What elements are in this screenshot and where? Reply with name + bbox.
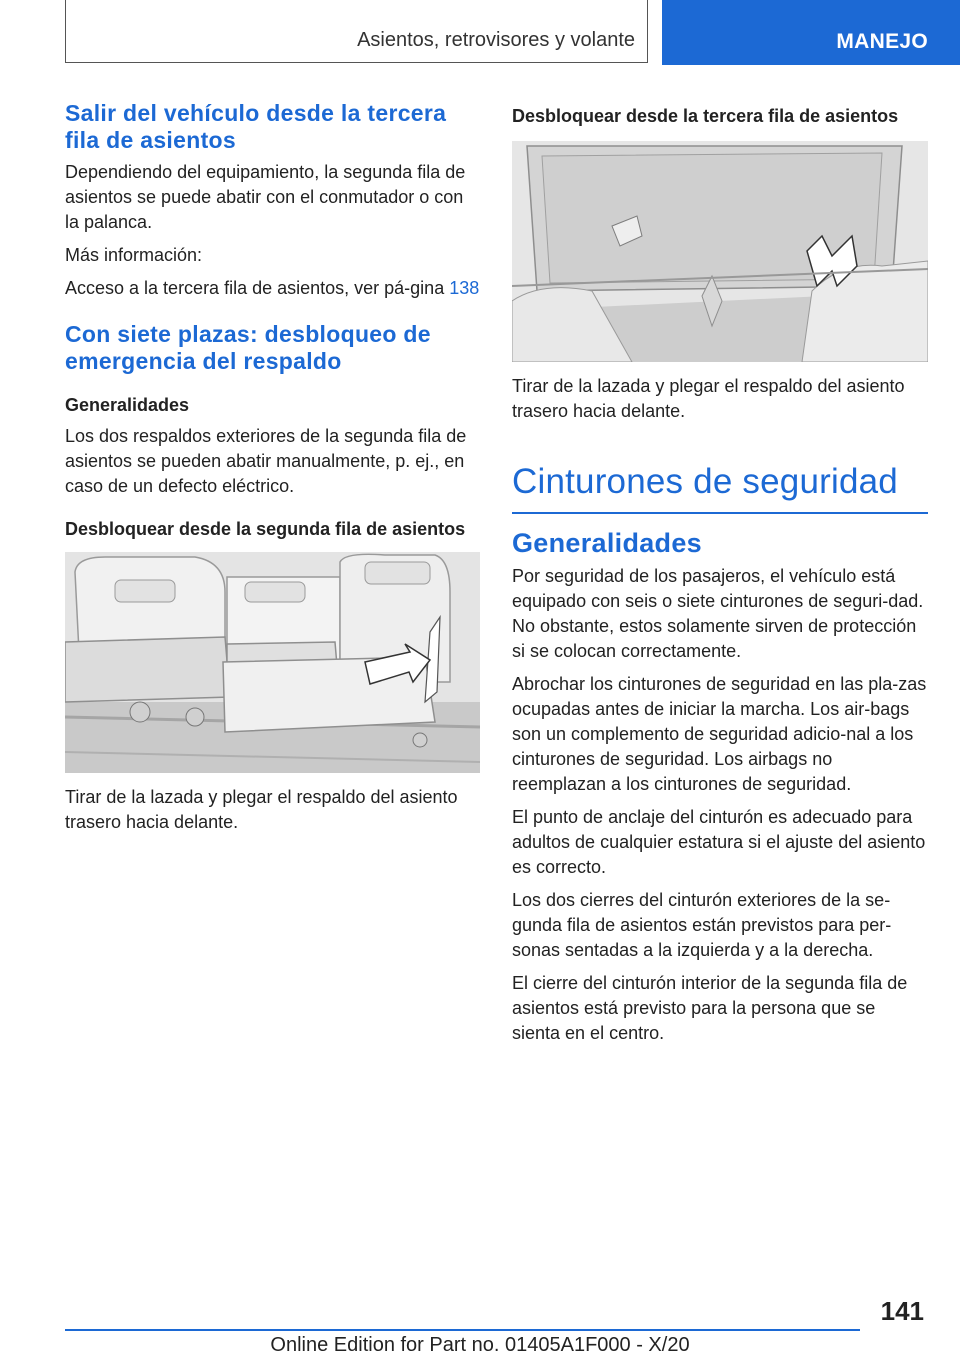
reference-text: Acceso a la tercera fila de asientos, ver pá-gina: [65, 278, 445, 298]
right-column: [512, 104, 928, 1054]
section-title: Asientos, retrovisores y volante: [357, 29, 635, 51]
heading-unlock-second-row: Desbloquear desde la segunda fila de asientos: [65, 519, 466, 539]
caption-second-row: Tirar de la lazada y plegar el respaldo del asiento trasero hacia delante.: [65, 787, 458, 832]
paragraph-seatbelt-1: Por seguridad de los pasajeros, el vehículo está equipado con seis o siete cinturones de seguri-dad. No obstante, estos solamente sirven de protección si se colocan correctamente.: [512, 565, 924, 661]
seat-illustration-svg-2: [512, 141, 928, 362]
title-rule: [512, 512, 928, 514]
heading-general: Generalidades: [65, 395, 190, 415]
heading-unlock-third-row: Desbloquear desde la tercera fila de asientos: [512, 106, 899, 126]
chapter-tab-label: MANEJO: [836, 30, 928, 53]
page-link[interactable]: 138: [449, 278, 480, 298]
second-row-seat-illustration: [65, 552, 480, 773]
paragraph-seatbelt-2: Abrochar los cinturones de seguridad en las pla-zas ocupadas antes de iniciar la marcha. Los air-bags son un complemento de seguridad adicio-nal a los cinturones de seguridad. Los airbags no reemplazan a los cinturones de seguridad.: [512, 673, 927, 794]
header-box: [65, 0, 648, 63]
paragraph-reference: [65, 276, 480, 301]
paragraph-more-info: Más información:: [65, 245, 203, 265]
paragraph-general: Los dos respaldos exteriores de la segunda fila de asientos se pueden abatir manualmente, p. ej., en caso de un defecto eléctrico.: [65, 426, 467, 496]
chapter-tab[interactable]: [662, 0, 960, 65]
paragraph-seatbelt-5: El cierre del cinturón interior de la segunda fila de asientos está previsto para la persona que se sienta en el centro.: [512, 972, 908, 1043]
footer-rule: [65, 1329, 860, 1331]
page-number: 141: [880, 1296, 924, 1326]
heading-exit-third-row: Salir del vehículo desde la tercera fila de asientos: [65, 100, 447, 153]
paragraph-seatbelt-3: El punto de anclaje del cinturón es adecuado para adultos de cualquier estatura si el ajuste del asiento es correcto.: [512, 806, 926, 877]
caption-third-row: Tirar de la lazada y plegar el respaldo del asiento trasero hacia delante.: [512, 376, 905, 421]
left-column: [65, 100, 480, 843]
third-row-seat-illustration: [512, 141, 928, 362]
paragraph-seatbelt-4: Los dos cierres del cinturón exteriores de la se-gunda fila de asientos están previstos para per-sonas sentadas a la izquierda y a la derecha.: [512, 889, 892, 960]
heading-seven-seats: Con siete plazas: desbloqueo de emergencia del respaldo: [65, 321, 431, 374]
paragraph-exit: Dependiendo del equipamiento, la segunda fila de asientos se puede abatir con el conmutador o con la palanca.: [65, 162, 466, 232]
heading-general-seatbelts: Generalidades: [512, 527, 702, 558]
footer-edition: Online Edition for Part no. 01405A1F000 - X/20: [270, 1334, 690, 1356]
section-title-seatbelts: Cinturones de seguridad: [512, 462, 898, 501]
seat-illustration-svg: [65, 552, 480, 773]
